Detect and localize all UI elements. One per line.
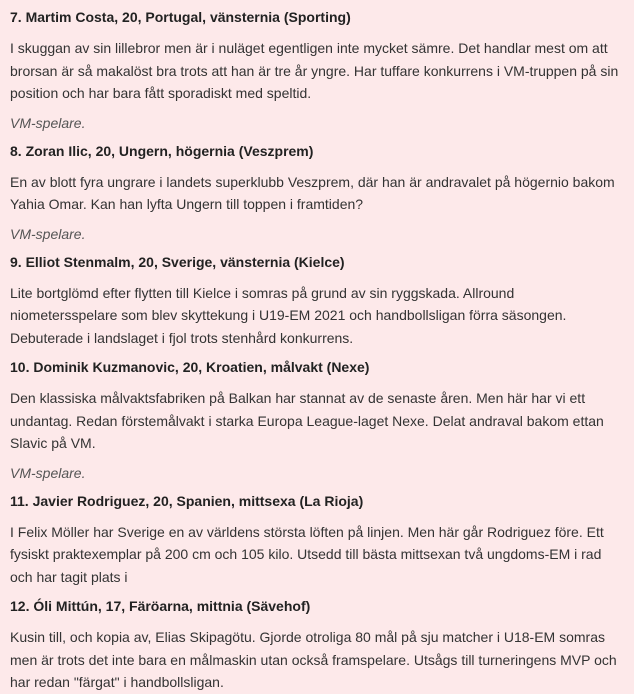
player-heading: 9. Elliot Stenmalm, 20, Sverige, vänsternia (Kielce) [10,253,345,270]
player-entry-7 [10,7,624,133]
player-note: VM-spelare. [10,464,86,481]
player-note: VM-spelare. [10,225,86,242]
player-description: Kusin till, och kopia av, Elias Skipagötu. Gjorde otroliga 80 mål på sju matcher i U18-EM somras men är trots det inte bara en målmaskin utan också framspelare. Utsågs till turneringens MVP och har redan "färgat" i handbollsligan. [10,629,617,690]
player-description: Den klassiska målvaktsfabriken på Balkan har stannat av de senaste åren. Men här har vi ett undantag. Redan förstemålvakt i starka Europa League-laget Nexe. Delat andraval bakom ettan Slavic på VM. [10,390,604,451]
player-heading: 10. Dominik Kuzmanovic, 20, Kroatien, målvakt (Nexe) [10,359,370,375]
player-note: VM-spelare. [10,114,86,131]
player-heading: 8. Zoran Ilic, 20, Ungern, högernia (Veszprem) [10,142,314,159]
player-entry-9 [10,252,624,350]
player-description: I Felix Möller har Sverige en av världens största löften på linjen. Men här går Rodriguez före. Ett fysiskt praktexemplar på 200 cm och 105 kilo. Utsedd till bästa mittsexan två ungdoms-EM i rad och har tagit plats i [10,523,604,585]
player-description: I skuggan av sin lillebror men är i nuläget egentligen inte mycket sämre. Det handlar mest om att brorsan är så makalöst bra trots att han är tre år yngre. Har tuffare konkurrens i VM-truppen på sin position och har bara fått sporadiskt med speltid. [10,40,619,101]
player-description: Lite bortglömd efter flytten till Kielce i somras på grund av sin ryggskada. Allround niometersspelare som blev skyttekung i U19-EM 2021 och handbollsligan förra säsongen. Debuterade i landslaget i fjol trots stenhård konkurrens. [10,284,567,346]
player-entry-11 [10,491,624,589]
player-description: En av blott fyra ungrare i landets superklubb Veszprem, där han är andravalet på högernio bakom Yahia Omar. Kan han lyfta Ungern till toppen i framtiden? [10,173,615,212]
player-heading: 7. Martim Costa, 20, Portugal, vänsternia (Sporting) [10,9,351,25]
player-heading: 11. Javier Rodriguez, 20, Spanien, mittsexa (La Rioja) [10,492,364,509]
player-entry-12 [10,596,624,694]
player-entry-8 [10,141,624,244]
player-entry-10 [10,357,624,483]
player-heading: 12. Óli Mittún, 17, Färöarna, mittnia (Sävehof) [10,598,311,614]
